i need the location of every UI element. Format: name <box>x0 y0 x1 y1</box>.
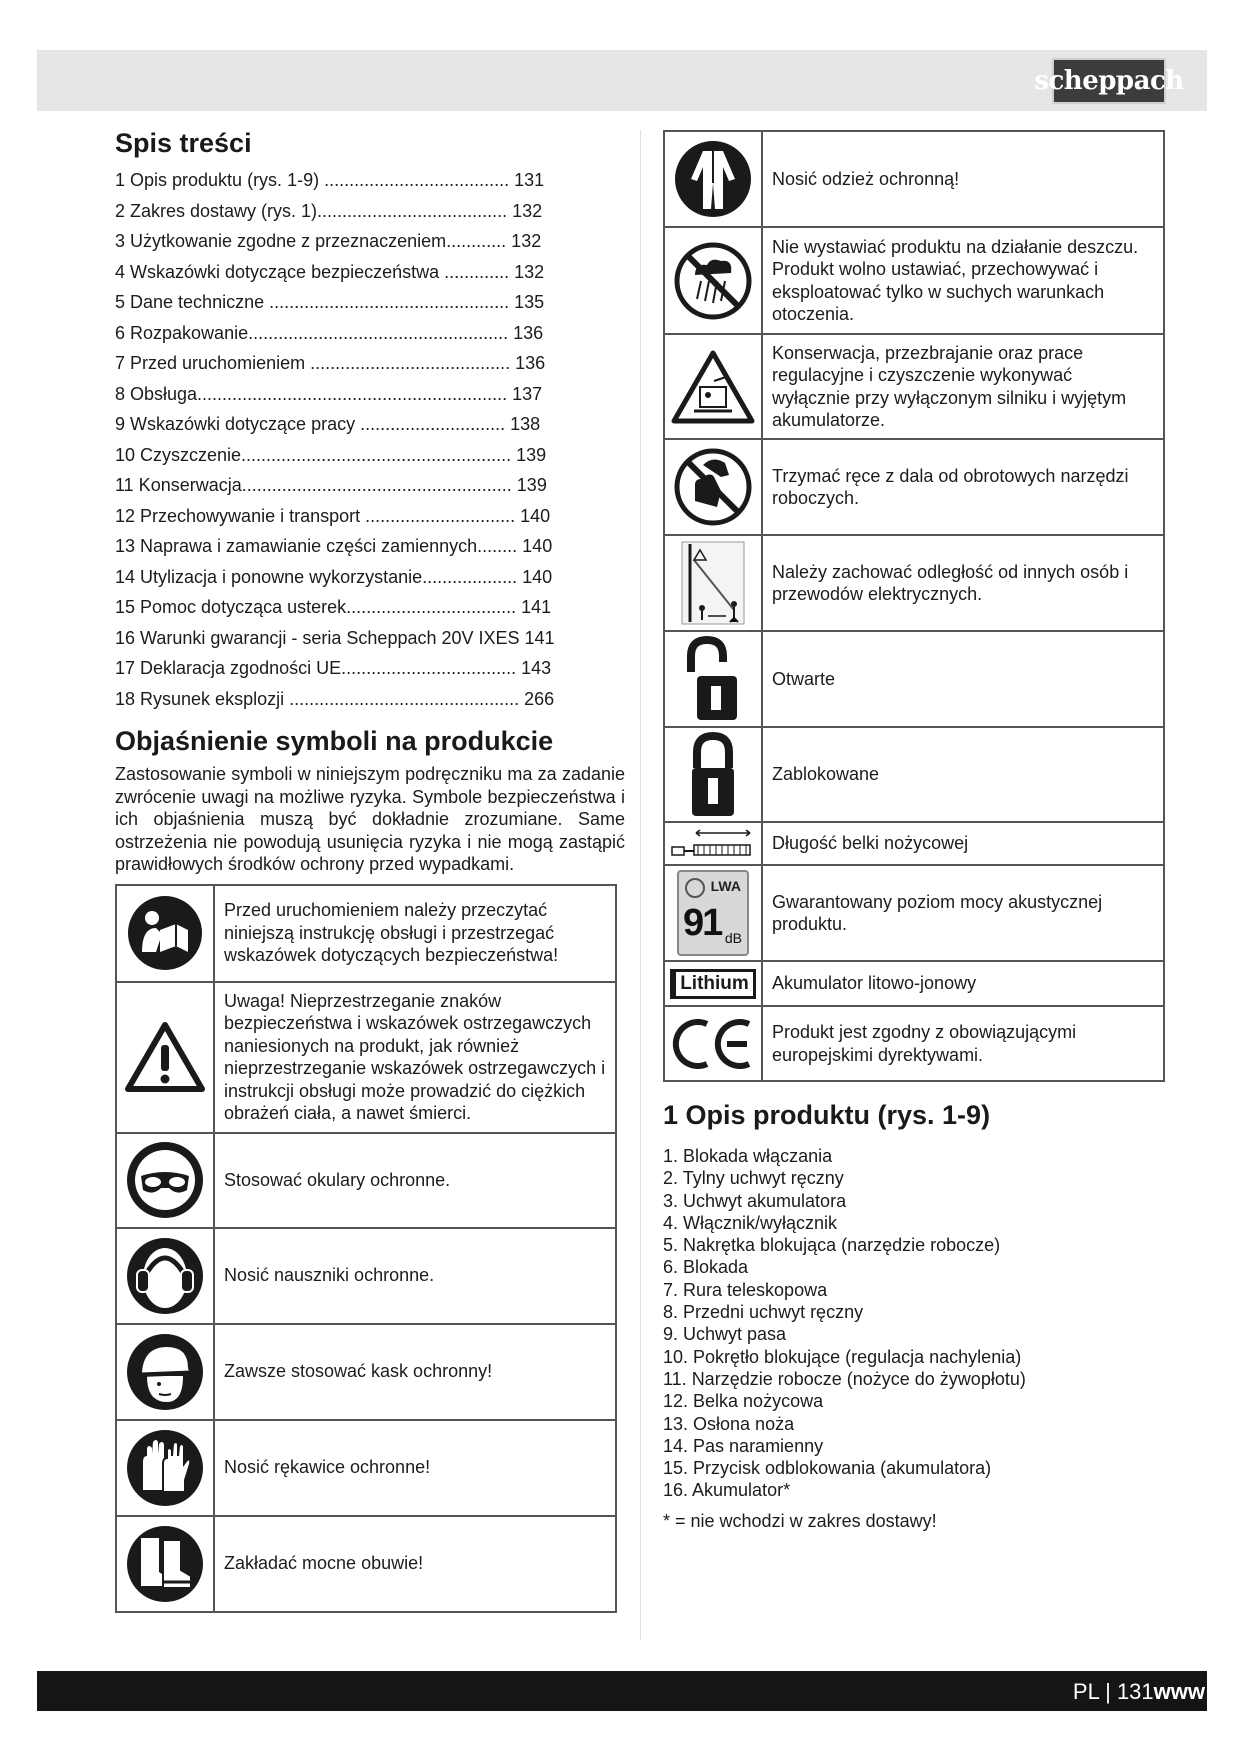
symbol-row <box>664 439 1164 535</box>
toc-entry[interactable]: 9 Wskazówki dotyczące pracy ............................. 138 <box>115 414 541 434</box>
symbol-text: Nosić odzież ochronną! <box>762 131 1164 227</box>
ce-mark-icon <box>664 1006 762 1081</box>
gloves-icon <box>116 1420 214 1516</box>
symbol-text: Stosować okulary ochronne. <box>214 1133 616 1228</box>
list-item: 4. Włącznik/wyłącznik <box>663 1212 838 1233</box>
symbol-row <box>664 865 1164 961</box>
protective-clothing-icon <box>664 131 762 227</box>
symbol-row <box>664 727 1164 822</box>
delivery-note: * = nie wchodzi w zakres dostawy! <box>663 1510 937 1531</box>
toc-title: Spis treści <box>115 128 252 158</box>
list-item: 10. Pokrętło blokujące (regulacja nachylenia) <box>663 1346 1022 1367</box>
separator: | <box>1098 1679 1117 1704</box>
symbol-text: Akumulator litowo-jonowy <box>762 961 1164 1006</box>
symbol-row <box>664 1006 1164 1081</box>
toc-entry[interactable]: 14 Utylizacja i ponowne wykorzystanie................... 140 <box>115 566 553 587</box>
symbol-row <box>116 1133 616 1228</box>
distance-icon <box>664 535 762 631</box>
brand-logo: scheppach <box>1052 58 1166 104</box>
page-indicator <box>1073 1679 1205 1705</box>
toc-entry[interactable]: 17 Deklaracja zgodności UE................................... 143 <box>115 658 552 678</box>
toc-entry[interactable]: 15 Pomoc dotycząca usterek.................................. 141 <box>115 597 552 617</box>
footer-band <box>37 1671 1207 1711</box>
right-column <box>663 130 1165 1532</box>
safety-helmet-icon <box>116 1324 214 1420</box>
symbol-row <box>664 822 1164 865</box>
symbol-text: Nosić rękawice ochronne! <box>214 1420 616 1516</box>
list-item: 11. Narzędzie robocze (nożyce do żywopłotu) <box>663 1368 1026 1389</box>
toc-entry[interactable]: 3 Użytkowanie zgodne z przeznaczeniem............ 132 <box>115 231 542 251</box>
symbol-text: Nosić nauszniki ochronne. <box>214 1228 616 1324</box>
symbol-text: Konserwacja, przezbrajanie oraz prace regulacyjne i czyszczenie wykonywać wyłącznie przy wyłączonym silniku i wyjętym akumulatorze. <box>762 334 1164 439</box>
symbols-intro: Zastosowanie symboli w niniejszym podręczniku ma za zadanie zwrócenie uwagi na możliwe ryzyka. Symbole bezpieczeństwa i ich objaśnienia muszą być dokładnie zrozumiane. Same ostrzeżenia nie powodują usunięcia ryzyka i nie mogą zastąpić prawidłowych środków ochrony przed wypadkami. <box>115 764 625 874</box>
symbol-row <box>664 334 1164 439</box>
toc-entry[interactable]: 5 Dane techniczne ................................................ 135 <box>115 292 545 312</box>
symbol-text: Trzymać ręce z dala od obrotowych narzędzi roboczych. <box>762 439 1164 535</box>
toc-entry[interactable]: 2 Zakres dostawy (rys. 1)...................................... 132 <box>115 200 543 221</box>
symbol-row <box>664 227 1164 334</box>
symbol-text: Należy zachować odległość od innych osób i przewodów elektrycznych. <box>762 535 1164 631</box>
toc-entry[interactable]: 6 Rozpakowanie.................................................... 136 <box>115 322 544 343</box>
symbol-row <box>116 1420 616 1516</box>
symbol-row <box>664 961 1164 1006</box>
no-rain-icon <box>664 227 762 334</box>
ear-protection-icon <box>116 1228 214 1324</box>
symbol-text: Zawsze stosować kask ochronny! <box>214 1324 616 1420</box>
list-item: 7. Rura teleskopowa <box>663 1279 828 1300</box>
toc-entry[interactable]: 4 Wskazówki dotyczące bezpieczeństwa ............. 132 <box>115 261 545 282</box>
locked-icon <box>664 727 762 822</box>
product-parts-list <box>663 1145 1165 1502</box>
toc-entry[interactable]: 1 Opis produktu (rys. 1-9) ..................................... 131 <box>115 170 545 190</box>
language-code: PL <box>1072 1679 1099 1704</box>
maintenance-warning-icon <box>664 334 762 439</box>
symbol-row <box>664 535 1164 631</box>
toc-entry[interactable]: 8 Obsługa.............................................................. 137 <box>115 383 543 404</box>
lwa-label: LWA <box>710 878 741 894</box>
symbol-text: Zablokowane <box>762 727 1164 822</box>
list-item: 15. Przycisk odblokowania (akumulatora) <box>663 1458 992 1479</box>
toc-list <box>115 165 625 714</box>
symbol-row <box>664 631 1164 727</box>
sound-value: 91 <box>683 902 722 944</box>
speaker-icon <box>685 878 705 898</box>
symbol-row <box>664 131 1164 227</box>
symbol-row <box>116 1324 616 1420</box>
toc-entry[interactable]: 16 Warunki gwarancji - seria Scheppach 20V IXES 141 <box>115 627 555 648</box>
toc-entry[interactable]: 7 Przed uruchomieniem ........................................ 136 <box>115 353 546 373</box>
symbol-text: Produkt jest zgodny z obowiązującymi europejskimi dyrektywami. <box>762 1006 1164 1081</box>
lithium-label: Lithium <box>670 969 756 999</box>
symbol-row <box>116 885 616 982</box>
lithium-icon <box>664 961 762 1006</box>
list-item: 2. Tylny uchwyt ręczny <box>663 1168 844 1189</box>
header-band <box>37 50 1207 111</box>
symbols-title: Objaśnienie symboli na produkcie <box>115 726 554 756</box>
symbol-text: Uwaga! Nieprzestrzeganie znaków bezpieczeństwa i wskazówek ostrzegawczych naniesionych na produkt, jak również nieprzestrzeganie wskazówek ostrzegawczych i instrukcji obsługi może prowadzić do ciężkich obrażeń ciała, a nawet śmierci. <box>214 982 616 1133</box>
toc-entry[interactable]: 12 Przechowywanie i transport .............................. 140 <box>115 505 551 526</box>
symbol-text: Otwarte <box>762 631 1164 727</box>
list-item: 13. Osłona noża <box>663 1413 795 1434</box>
warning-triangle-icon <box>116 982 214 1133</box>
sound-unit: dB <box>724 930 742 946</box>
symbols-table-left <box>115 884 617 1613</box>
list-item: 16. Akumulator* <box>663 1480 791 1501</box>
symbols-table-right <box>663 130 1165 1082</box>
symbol-text: Długość belki nożycowej <box>762 822 1164 865</box>
list-item: 6. Blokada <box>663 1257 749 1278</box>
symbol-text: Gwarantowany poziom mocy akustycznej produktu. <box>762 865 1164 961</box>
toc-entry[interactable]: 18 Rysunek eksplozji .............................................. 266 <box>115 688 555 709</box>
symbol-text: Zakładać mocne obuwie! <box>214 1516 616 1612</box>
website-fragment[interactable]: www <box>1153 1679 1205 1704</box>
symbol-text: Nie wystawiać produktu na działanie deszczu. Produkt wolno ustawiać, przechowywać i eksploatować tylko w suchych warunkach otoczenia. <box>762 227 1164 334</box>
symbol-text: Przed uruchomieniem należy przeczytać niniejszą instrukcję obsługi i przestrzegać wskazówek dotyczących bezpieczeństwa! <box>214 885 616 982</box>
list-item: 9. Uchwyt pasa <box>663 1324 787 1345</box>
toc-entry[interactable]: 11 Konserwacja...................................................... 139 <box>115 475 547 495</box>
symbol-row <box>116 1228 616 1324</box>
product-description-title: 1 Opis produktu (rys. 1-9) <box>663 1100 991 1130</box>
toc-entry[interactable]: 13 Naprawa i zamawianie części zamiennych........ 140 <box>115 536 553 556</box>
toc-entry[interactable]: 10 Czyszczenie...................................................... 139 <box>115 444 547 465</box>
list-item: 1. Blokada włączania <box>663 1146 833 1166</box>
safety-boots-icon <box>116 1516 214 1612</box>
list-item: 8. Przedni uchwyt ręczny <box>663 1302 864 1323</box>
unlocked-icon <box>664 631 762 727</box>
list-item: 12. Belka nożycowa <box>663 1391 824 1412</box>
sound-power-icon <box>664 865 762 961</box>
list-item: 5. Nakrętka blokująca (narzędzie robocze) <box>663 1235 1001 1256</box>
symbol-row <box>116 1516 616 1612</box>
page-number: 131 <box>1116 1679 1154 1704</box>
blade-length-icon <box>664 822 762 865</box>
no-hands-icon <box>664 439 762 535</box>
read-manual-icon <box>116 885 214 982</box>
list-item: 14. Pas naramienny <box>663 1435 824 1456</box>
list-item: 3. Uchwyt akumulatora <box>663 1190 847 1211</box>
left-column <box>115 128 625 1613</box>
symbol-row <box>116 982 616 1133</box>
safety-goggles-icon <box>116 1133 214 1228</box>
column-divider <box>640 130 641 1640</box>
